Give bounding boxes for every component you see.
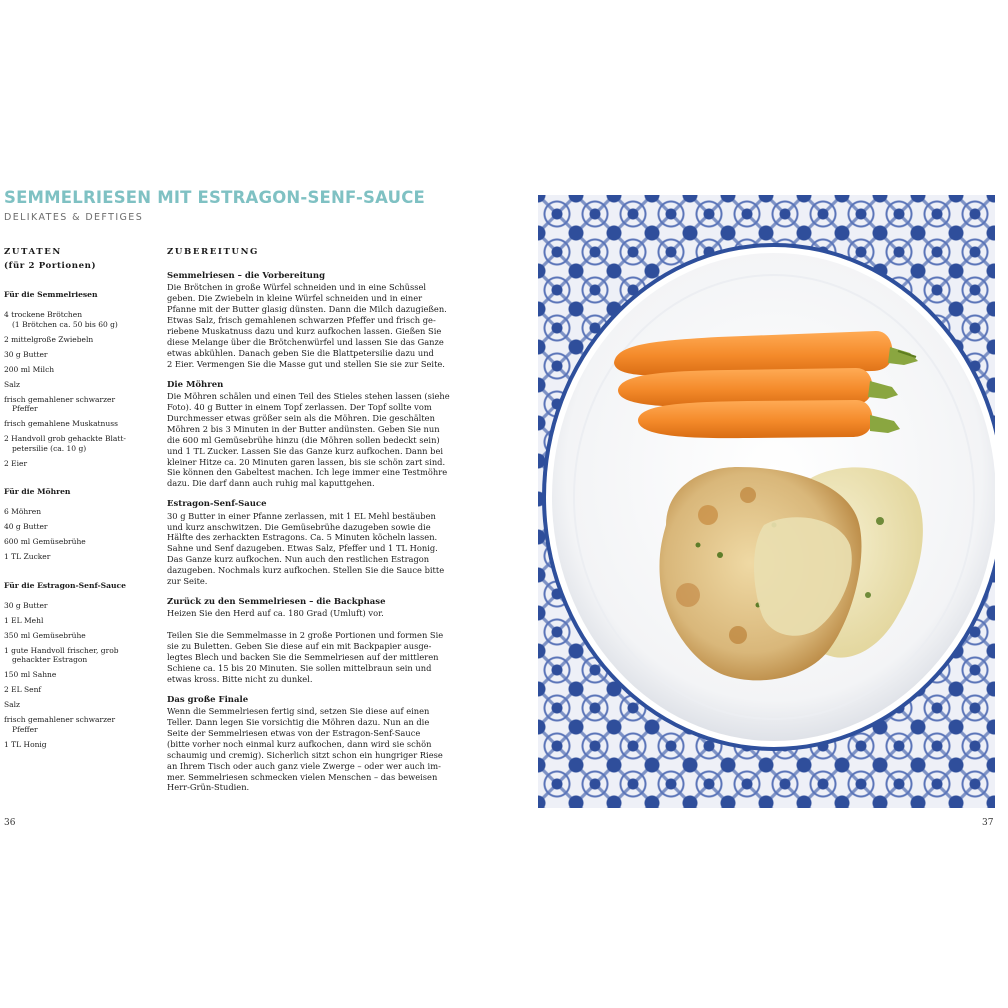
ingredient-text: 2 Handvoll grob gehackte Blatt-	[4, 434, 126, 443]
ingredient-text-continued: petersilie (ca. 10 g)	[12, 443, 87, 453]
food-photo	[538, 195, 995, 808]
preparation-section	[167, 380, 463, 490]
page-number-left: 36	[4, 818, 16, 828]
preparation-text-line: etwas kross. Bitte nicht zu dunkel.	[167, 673, 313, 684]
ingredient-text: 30 g Butter	[4, 600, 48, 610]
ingredient-text: frisch gemahlener schwarzer	[4, 715, 116, 724]
ingredient-item	[4, 395, 154, 414]
ingredient-group	[4, 581, 154, 750]
ingredient-text: frisch gemahlene Muskatnuss	[4, 419, 118, 428]
ingredient-item	[4, 740, 154, 750]
ingredient-text: 2 mittelgroße Zwiebeln	[4, 334, 94, 344]
preparation-section	[167, 597, 463, 685]
preparation-text-line: zur Seite.	[167, 576, 208, 587]
preparation-sections	[167, 271, 463, 793]
ingredient-groups	[4, 290, 154, 749]
ingredient-item	[4, 507, 154, 517]
preparation-text-line: Foto). 40 g Butter in einem Topf zerlassen. Der Topf sollte vom	[167, 401, 432, 412]
preparation-section	[167, 695, 463, 794]
ingredient-text: 1 TL Honig	[4, 739, 47, 749]
ingredient-item	[4, 552, 154, 562]
ingredient-text: 4 trockene Brötchen	[4, 310, 83, 319]
ingredient-item	[4, 380, 154, 390]
preparation-text-line: diese Melange über die Brötchenwürfel und lassen Sie das Ganze	[167, 336, 444, 347]
ingredient-item	[4, 459, 154, 469]
ingredient-item	[4, 350, 154, 360]
ingredient-group-title: Für die Estragon-Senf-Sauce	[4, 580, 126, 590]
ingredient-item	[4, 646, 154, 665]
carrot-3	[638, 400, 900, 438]
preparation-text-line: dazugeben. Nochmals kurz aufkochen. Stellen Sie die Sauce bitte	[167, 565, 445, 576]
ingredient-text-continued: Pfeffer	[12, 404, 38, 413]
preparation-text-line: Etwas Salz, frisch gemahlenen schwarzen Pfeffer und frisch ge-	[167, 315, 436, 326]
page-number-right: 37	[982, 818, 994, 828]
preparation-section-title: Semmelriesen – die Vorbereitung	[167, 271, 326, 281]
ingredient-item	[4, 365, 154, 375]
preparation-section	[167, 499, 463, 587]
preparation-section	[167, 271, 463, 370]
ingredient-text: 200 ml Milch	[4, 364, 55, 374]
ingredient-item	[4, 310, 154, 329]
preparation-text-line: sie zu Buletten. Geben Sie diese auf ein mit Backpapier ausge-	[167, 641, 432, 652]
ingredient-text: 1 gute Handvoll frischer, grob	[4, 645, 119, 655]
ingredient-text: 150 ml Sahne	[4, 670, 57, 679]
preparation-text-line: Möhren 2 bis 3 Minuten in der Butter andünsten. Geben Sie nun	[167, 423, 440, 434]
ingredient-item	[4, 434, 154, 453]
ingredient-item	[4, 522, 154, 532]
preparation-text-line: Wenn die Semmelriesen fertig sind, setzen Sie diese auf einen	[167, 706, 430, 717]
carrots	[614, 331, 918, 438]
ingredient-text: 2 Eier	[4, 458, 28, 468]
ingredient-text: 350 ml Gemüsebrühe	[4, 630, 86, 640]
ingredient-item	[4, 631, 154, 641]
preparation-text-line: kleiner Hitze ca. 20 Minuten garen lassen, bis sie schön zart sind.	[167, 456, 446, 467]
ingredient-item	[4, 715, 154, 734]
preparation-text-line: und kurz anschwitzen. Die Gemüsebrühe dazugeben sowie die	[167, 521, 431, 532]
preparation-text-line: an Ihrem Tisch oder auch ganz viele Zwerge – oder wer auch im-	[167, 760, 441, 771]
ingredient-text: 40 g Butter	[4, 522, 48, 531]
preparation-text-line: Herr-Grün-Studien.	[167, 782, 250, 793]
preparation-text-line: die 600 ml Gemüsebrühe hinzu (die Möhren sollen bedeckt sein)	[167, 434, 440, 445]
preparation-text-line: Die Möhren schälen und einen Teil des Stieles stehen lassen (siehe	[167, 391, 450, 402]
plate-illustration	[538, 195, 995, 808]
preparation-text-line: Seite der Semmelriesen etwas von der Estragon-Senf-Sauce	[167, 727, 421, 738]
recipe-title: SEMMELRIESEN MIT ESTRAGON-SENF-SAUCE	[4, 188, 425, 207]
ingredient-item	[4, 601, 154, 611]
ingredients-heading: ZUTATEN	[4, 247, 62, 257]
preparation-text-line: Das Ganze kurz aufkochen. Nun auch den restlichen Estragon	[167, 554, 430, 565]
preparation-text-line: Sie können den Gabeltest machen. Ich lege immer eine Testmöhre	[167, 467, 448, 478]
preparation-text-line	[167, 619, 463, 630]
preparation-text-line: und 1 TL Zucker. Lassen Sie das Ganze kurz aufkochen. Dann bei	[167, 445, 444, 456]
preparation-text-line: dazu. Die darf dann auch ruhig mal kaputtgehen.	[167, 478, 375, 489]
preparation-text-line: etwas abkühlen. Danach geben Sie die Blattpetersilie dazu und	[167, 347, 434, 358]
preparation-section-title: Die Möhren	[167, 379, 224, 390]
ingredient-item	[4, 670, 154, 680]
preparation-text-line: Durchmesser etwas größer sein als die Möhren. Die geschälten	[167, 412, 435, 423]
ingredient-text-continued: Pfeffer	[12, 724, 38, 734]
ingredient-text-continued: gehackter Estragon	[12, 655, 88, 664]
preparation-text-line: legtes Blech und backen Sie die Semmelriesen auf der mittleren	[167, 651, 439, 662]
ingredient-item	[4, 335, 154, 345]
preparation-text-line: 30 g Butter in einer Pfanne zerlassen, mit 1 EL Mehl bestäuben	[167, 510, 436, 521]
ingredient-text: 2 EL Senf	[4, 685, 42, 694]
recipe-category: DELIKATES & DEFTIGES	[4, 212, 144, 223]
ingredient-text: Salz	[4, 379, 20, 389]
preparation-section-title: Das große Finale	[167, 694, 249, 705]
ingredient-group-title: Für die Semmelriesen	[4, 290, 98, 299]
ingredient-group-title: Für die Möhren	[4, 487, 71, 496]
ingredient-item	[4, 419, 154, 429]
ingredients-column	[4, 247, 154, 755]
portions-label: (für 2 Portionen)	[4, 261, 97, 271]
preparation-text-line: Heizen Sie den Herd auf ca. 180 Grad (Umluft) vor.	[167, 608, 384, 619]
ingredient-text: 1 TL Zucker	[4, 552, 51, 561]
preparation-text-line: mer. Semmelriesen schmecken vielen Menschen – das beweisen	[167, 771, 438, 782]
ingredient-group	[4, 290, 154, 468]
preparation-text-line: Die Brötchen in große Würfel schneiden und in eine Schüssel	[167, 282, 427, 293]
preparation-text-line: schaumig und cremig). Sicherlich sitzt schon ein hungriger Riese	[167, 749, 443, 760]
preparation-section-title: Estragon-Senf-Sauce	[167, 499, 267, 510]
ingredient-text-continued: (1 Brötchen ca. 50 bis 60 g)	[12, 319, 118, 329]
preparation-text-line: riebene Muskatnuss dazu und kurz aufkochen lassen. Gießen Sie	[167, 326, 442, 337]
ingredient-text: 600 ml Gemüsebrühe	[4, 537, 86, 546]
preparation-text-line: Hälfte des zerhackten Estragons. Ca. 5 Minuten köcheln lassen.	[167, 532, 438, 543]
preparation-text-line: Teilen Sie die Semmelmasse in 2 große Portionen und formen Sie	[167, 630, 444, 641]
preparation-text-line: Sahne und Senf dazugeben. Etwas Salz, Pfeffer und 1 TL Honig.	[167, 543, 438, 554]
preparation-text-line: Pfanne mit der Butter glasig dünsten. Dann die Milch dazugießen.	[167, 304, 447, 315]
ingredient-item	[4, 537, 154, 547]
preparation-text-line: 2 Eier. Vermengen Sie die Masse gut und stellen Sie sie zur Seite.	[167, 358, 445, 369]
ingredient-item	[4, 616, 154, 626]
preparation-text-line: Teller. Dann legen Sie vorsichtig die Möhren dazu. Nun an die	[167, 717, 430, 728]
preparation-column	[167, 247, 463, 803]
ingredient-text: 6 Möhren	[4, 507, 42, 516]
ingredient-text: Salz	[4, 700, 20, 709]
ingredient-item	[4, 700, 154, 710]
preparation-text-line: geben. Die Zwiebeln in kleine Würfel schneiden und in einer	[167, 293, 423, 304]
ingredient-item	[4, 685, 154, 695]
preparation-section-title: Zurück zu den Semmelriesen – die Backphase	[167, 596, 386, 607]
ingredient-text: 30 g Butter	[4, 349, 48, 359]
preparation-text-line: (bitte vorher noch einmal kurz aufkochen, dann wird sie schön	[167, 738, 432, 749]
ingredient-text: 1 EL Mehl	[4, 615, 44, 625]
ingredient-text: frisch gemahlener schwarzer	[4, 394, 116, 404]
preparation-text-line: Schiene ca. 15 bis 20 Minuten. Sie sollen mittelbraun sein und	[167, 662, 432, 673]
ingredient-group	[4, 487, 154, 562]
preparation-heading: ZUBEREITUNG	[167, 247, 259, 257]
